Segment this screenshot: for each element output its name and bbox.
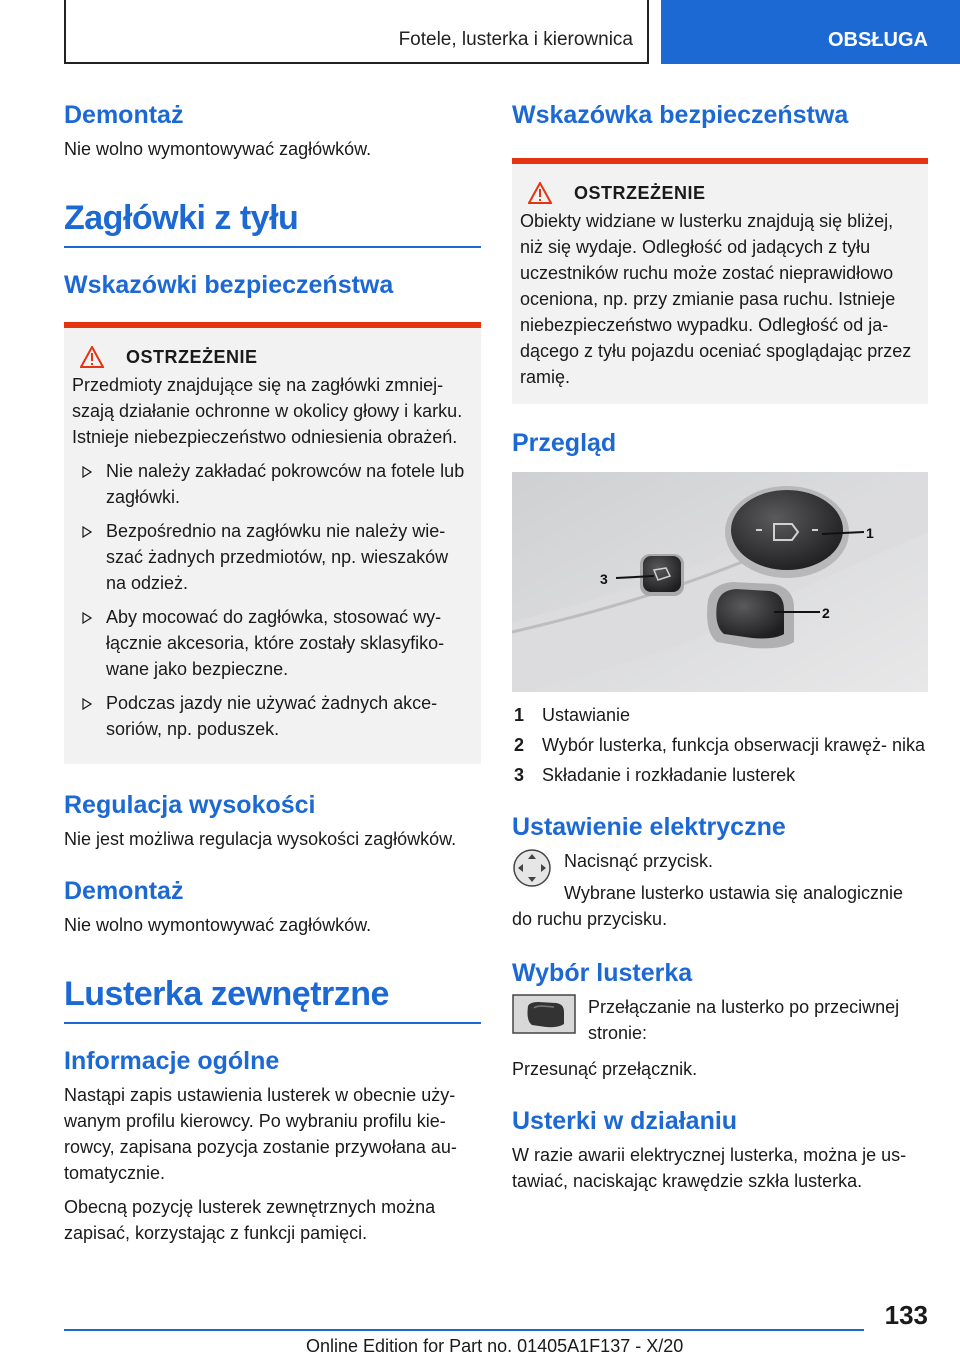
info-heading: Informacje ogólne xyxy=(64,1047,280,1075)
list-item xyxy=(72,690,473,742)
elektryczne-paragraph-2: Wybrane lusterko ustawia się analogicznie do ruchu przycisku. xyxy=(512,883,904,929)
legend-number: 2 xyxy=(514,735,525,755)
lusterka-heading: Lusterka zewnętrzne xyxy=(64,974,481,1024)
regulacja-text: Nie jest możliwa regulacja wysokości zagłówków. xyxy=(64,829,457,849)
mirror-adjust-button-icon xyxy=(512,848,552,888)
callout-3: 3 xyxy=(600,571,608,587)
legend-number: 3 xyxy=(514,765,525,785)
bullet-triangle-icon xyxy=(82,698,92,710)
callout-1: 1 xyxy=(866,525,874,541)
bullet-triangle-icon xyxy=(82,526,92,538)
legend-text: Składanie i rozkładanie lusterek xyxy=(542,765,796,785)
demontaz-heading-1: Demontaż xyxy=(64,101,184,129)
wybor-paragraph-2: Przesunąć przełącznik. xyxy=(512,1059,698,1079)
info-paragraph-1: Nastąpi zapis ustawienia lusterek w obecnie uży- wanym profilu kierowcy. Po wybraniu profilu kie- rowcy, zapisana pozycja zostanie przywołana au- tomatycznie. xyxy=(64,1085,457,1183)
list-item xyxy=(72,518,473,596)
warning-box-right xyxy=(512,158,928,404)
regulacja-heading: Regulacja wysokości xyxy=(64,791,316,819)
wybor-paragraph-1: Przełączanie na lusterko po przeciwnej stronie: xyxy=(588,997,900,1043)
warning-label: OSTRZEŻENIE xyxy=(126,346,258,367)
elektryczne-paragraph-1: Nacisnąć przycisk. xyxy=(564,851,714,871)
legend-number: 1 xyxy=(514,705,525,725)
zaglowki-heading: Zagłówki z tyłu xyxy=(64,198,481,248)
warning-triangle-icon xyxy=(528,182,552,204)
elektryczne-heading: Ustawienie elektryczne xyxy=(512,813,786,841)
left-column xyxy=(64,100,481,1246)
info-paragraph-2: Obecną pozycję lusterek zewnętrznych można zapisać, korzystając z funkcji pamięci. xyxy=(64,1197,436,1243)
list-item xyxy=(512,762,928,788)
demontaz-text-1: Nie wolno wymontowywać zagłówków. xyxy=(64,139,372,159)
list-item-text: Aby mocować do zagłówka, stosować wy- łącznie akcesoria, które zostały sklasyfiko- wane jako bezpieczne. xyxy=(106,607,445,679)
footer-edition: Online Edition for Part no. 01405A1F137 - X/20 xyxy=(306,1336,684,1356)
wybor-heading: Wybór lusterka xyxy=(512,959,693,987)
list-item xyxy=(512,702,928,728)
warning-text: Przedmioty znajdujące się na zagłówki zmniej- szają działanie ochronne w okolicy głowy i karku. Istnieje niebezpieczeństwo odniesienia obrażeń. xyxy=(72,375,463,447)
bullet-triangle-icon xyxy=(82,612,92,624)
page-number: 133 xyxy=(884,1300,928,1330)
demontaz-heading-2: Demontaż xyxy=(64,877,184,905)
warning-label: OSTRZEŻENIE xyxy=(574,182,706,203)
header-chapter: Fotele, lusterka i kierownica xyxy=(398,29,633,50)
list-item xyxy=(72,458,473,510)
demontaz-text-2: Nie wolno wymontowywać zagłówków. xyxy=(64,915,372,935)
header-section: OBSŁUGA xyxy=(828,29,928,51)
legend-text: Ustawianie xyxy=(542,705,631,725)
list-item xyxy=(512,732,928,758)
list-item-text: Bezpośrednio na zagłówku nie należy wie- szać żadnych przedmiotów, np. wieszaków na odzież. xyxy=(106,521,449,593)
usterki-heading: Usterki w działaniu xyxy=(512,1107,738,1135)
warning-list xyxy=(72,458,473,742)
header-section-tab xyxy=(661,0,960,64)
list-item-text: Nie należy zakładać pokrowców na fotele lub zagłówki. xyxy=(106,461,465,507)
warning-text: Obiekty widziane w lusterku znajdują się bliżej, niż się wydaje. Odległość od jadących z tyłu uczestników ruchu może zostać nieprawidłowo oceniona, np. przy zmianie pasa ruchu. Istnieje niebezpieczeństwo wypadku. Odległość od ja- dącego z tyłu pojazdu oceniać spoglądając przez ramię. xyxy=(520,211,912,387)
bullet-triangle-icon xyxy=(82,466,92,478)
usterki-paragraph: W razie awarii elektrycznej lusterka, można je us- tawiać, naciskając krawędzie szkła lusterka. xyxy=(512,1145,907,1191)
przeglad-heading: Przegląd xyxy=(512,429,617,457)
right-column xyxy=(512,100,928,1194)
safety-heading-left: Wskazówki bezpieczeństwa xyxy=(64,271,394,299)
warning-triangle-icon xyxy=(80,346,104,368)
list-item xyxy=(72,604,473,682)
mirror-controls-photo xyxy=(512,472,928,692)
safety-heading-right: Wskazówka bezpieczeństwa xyxy=(512,101,849,129)
footer-divider xyxy=(64,1329,864,1331)
legend-list xyxy=(512,702,928,788)
legend-text: Wybór lusterka, funkcja obserwacji krawęż- nika xyxy=(542,735,925,755)
callout-2: 2 xyxy=(822,605,830,621)
list-item-text: Podczas jazdy nie używać żadnych akce- soriów, np. poduszek. xyxy=(106,693,438,739)
mirror-switch-icon xyxy=(512,994,576,1034)
warning-box-left xyxy=(64,322,481,764)
header-chapter-box xyxy=(64,0,649,64)
